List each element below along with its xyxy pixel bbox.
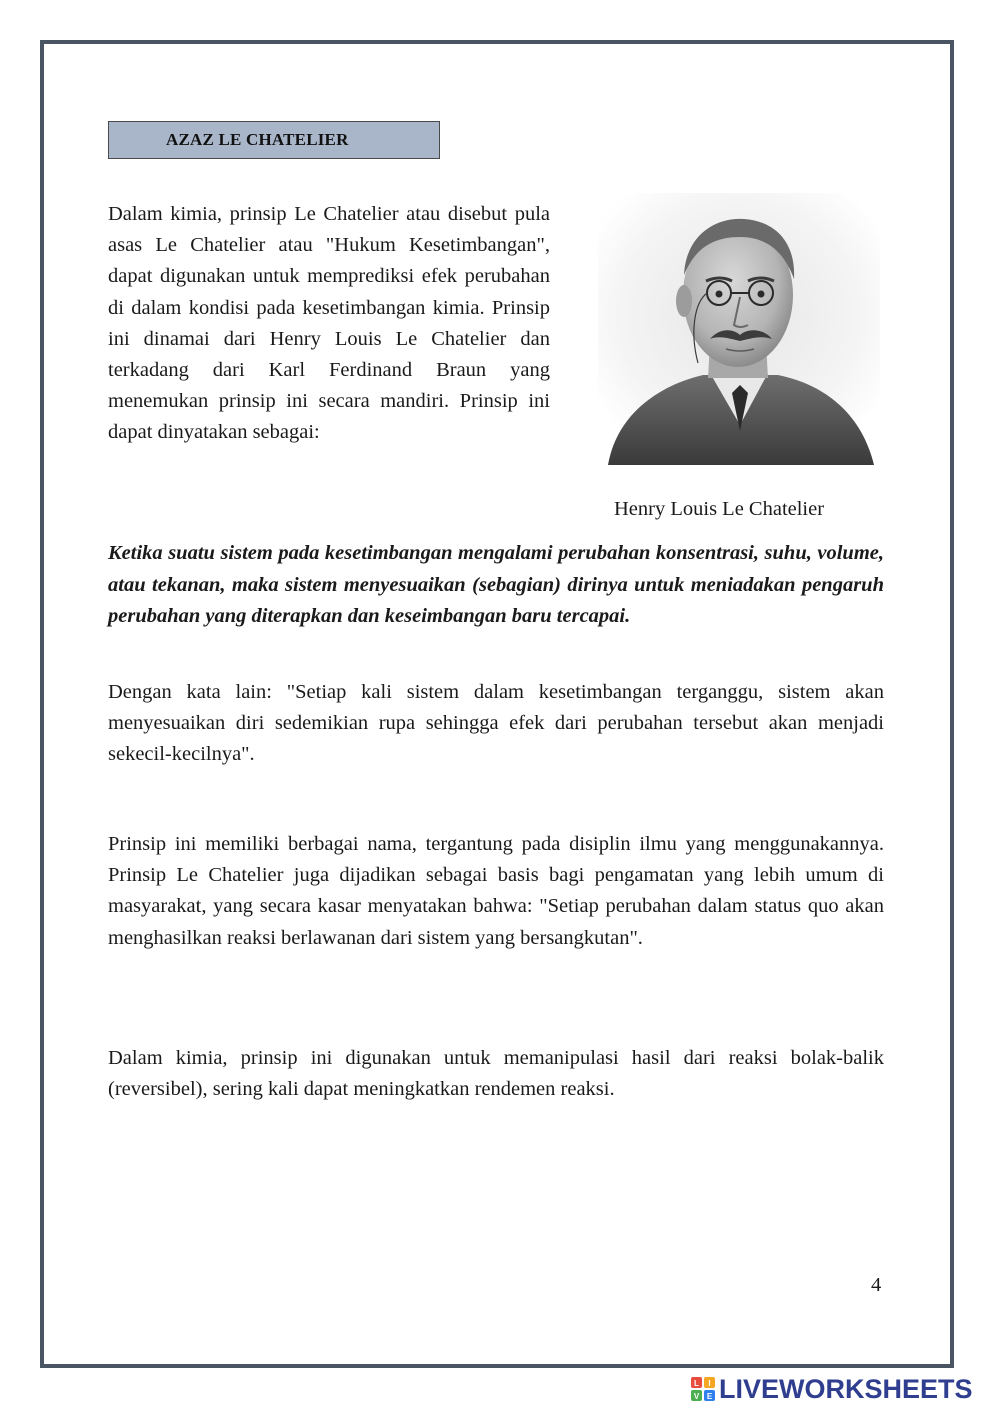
logo-letter-l: L [694, 1379, 699, 1388]
paragraph-names: Prinsip ini memiliki berbagai nama, tergantung pada disiplin ilmu yang menggunakannya. Prinsip Le Chatelier juga dijadikan sebagai basis bagi pengamatan yang lebih umum di masyarakat, yang secara kasar menyatakan bahwa: "Setiap perubahan dalam status quo akan menghasilkan reaksi berlawanan dari sistem yang bersangkutan". [108, 833, 884, 949]
liveworksheets-wordmark: LIVEWORKSHEETS [719, 1373, 973, 1404]
portrait-photo [598, 193, 880, 465]
logo-letter-v: V [693, 1392, 700, 1401]
portrait-caption: Henry Louis Le Chatelier [614, 498, 825, 520]
logo-letter-e: E [706, 1392, 713, 1401]
paragraph-other-words: Dengan kata lain: "Setiap kali sistem dalam kesetimbangan terganggu, sistem akan menyesuaikan diri sedemikian rupa sehingga efek dari perubahan tersebut akan menjadi sekecil-kecilnya". [108, 681, 884, 766]
liveworksheets-branding[interactable] [690, 1374, 973, 1404]
liveworksheets-logo-icon [690, 1376, 716, 1402]
page-number: 4 [871, 1274, 882, 1296]
paragraph-chemistry-use: Dalam kimia, prinsip ini digunakan untuk memanipulasi hasil dari reaksi bolak-balik (reversibel), sering kali dapat meningkatkan rendemen reaksi. [108, 1047, 884, 1101]
principle-statement: Ketika suatu sistem pada kesetimbangan mengalami perubahan konsentrasi, suhu, volume, atau tekanan, maka sistem menyesuaikan (sebagian) dirinya untuk meniadakan pengaruh perubahan yang diterapkan dan keseimbangan baru tercapai. [108, 542, 884, 627]
section-title: AZAZ LE CHATELIER [108, 121, 440, 159]
logo-letter-i: I [708, 1379, 711, 1388]
intro-paragraph: Dalam kimia, prinsip Le Chatelier atau disebut pula asas Le Chatelier atau "Hukum Kesetimbangan", dapat digunakan untuk memprediksi efek perubahan di dalam kondisi pada kesetimbangan kimia. Prinsip ini dinamai dari Henry Louis Le Chatelier dan terkadang dari Karl Ferdinand Braun yang menemukan prinsip ini secara mandiri. Prinsip ini dapat dinyatakan sebagai: [108, 203, 550, 444]
